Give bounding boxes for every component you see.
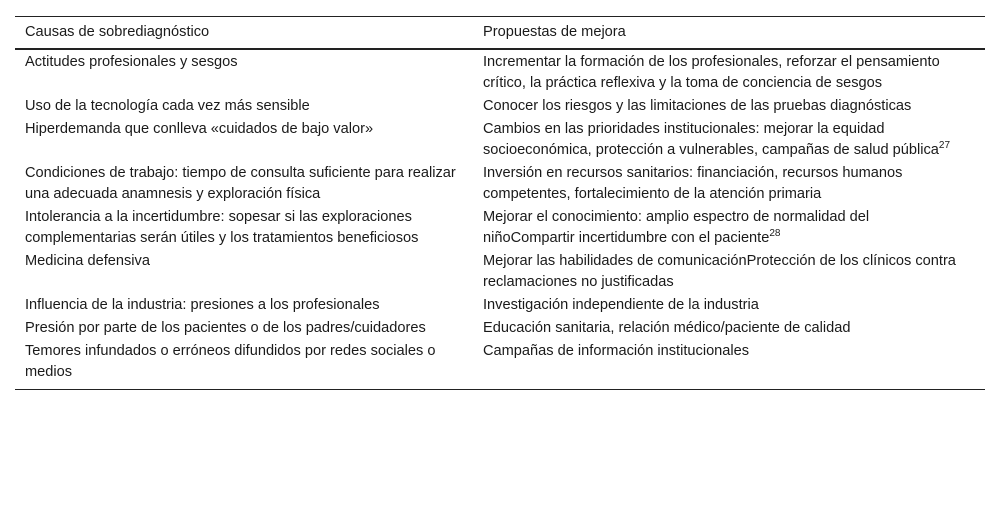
header-causes: Causas de sobrediagnóstico [15,17,473,50]
cause-cell: Hiperdemanda que conlleva «cuidados de bajo valor» [25,121,374,137]
table-header [15,17,985,50]
proposal-cell [473,250,985,294]
proposal-cell [473,118,985,162]
proposal-text: Investigación independiente de la industria [483,297,759,313]
proposal-cell [473,317,985,340]
proposal-cell [473,206,985,250]
header-proposals: Propuestas de mejora [473,17,985,50]
proposal-cell [473,49,985,95]
cause-cell: Uso de la tecnología cada vez más sensible [25,98,310,114]
proposal-text: Campañas de información institucionales [483,343,750,359]
cause-cell: Actitudes profesionales y sesgos [25,54,238,70]
proposal-text: Educación sanitaria, relación médico/paciente de calidad [483,320,851,336]
table-row [15,49,985,95]
table-body [15,49,985,390]
proposal-cell [473,294,985,317]
overdiagnosis-table-container [15,16,985,390]
reference-superscript: 28 [769,228,781,239]
table-row [15,95,985,118]
table-row [15,294,985,317]
proposal-text: Cambios en las prioridades institucionales: mejorar la equidad socioeconómica, protección a vulnerables, campañas de salud pública [483,121,939,158]
overdiagnosis-table [15,16,985,390]
cause-cell: Influencia de la industria: presiones a los profesionales [25,297,380,313]
cause-cell: Medicina defensiva [25,253,150,269]
cause-cell: Presión por parte de los pacientes o de los padres/cuidadores [25,320,426,336]
proposal-cell [473,95,985,118]
cause-cell: Temores infundados o erróneos difundidos por redes sociales o medios [15,340,473,390]
proposal-text: Mejorar las habilidades de comunicaciónProtección de los clínicos contra reclamaciones no justificadas [483,253,956,290]
table-row [15,340,985,390]
table-row [15,118,985,162]
table-row [15,317,985,340]
proposal-text: Incrementar la formación de los profesionales, reforzar el pensamiento crítico, la práctica reflexiva y la toma de conciencia de sesgos [483,54,940,91]
cause-cell: Intolerancia a la incertidumbre: sopesar si las exploraciones complementarias serán útiles y los tratamientos beneficiosos [25,209,419,246]
proposal-cell [473,340,985,390]
proposal-text: Conocer los riesgos y las limitaciones de las pruebas diagnósticas [483,98,912,114]
header-row [15,17,985,50]
table-row [15,250,985,294]
reference-superscript: 27 [938,140,951,151]
proposal-text: Inversión en recursos sanitarios: financiación, recursos humanos competentes, fortalecimiento de la atención primaria [483,165,903,202]
cause-cell: Condiciones de trabajo: tiempo de consulta suficiente para realizar una adecuada anamnesis y exploración física [25,165,456,202]
proposal-cell [473,162,985,206]
table-row [15,206,985,250]
proposal-text: Mejorar el conocimiento: amplio espectro de normalidad del niñoCompartir incertidumbre con el paciente [483,209,870,246]
table-row [15,162,985,206]
